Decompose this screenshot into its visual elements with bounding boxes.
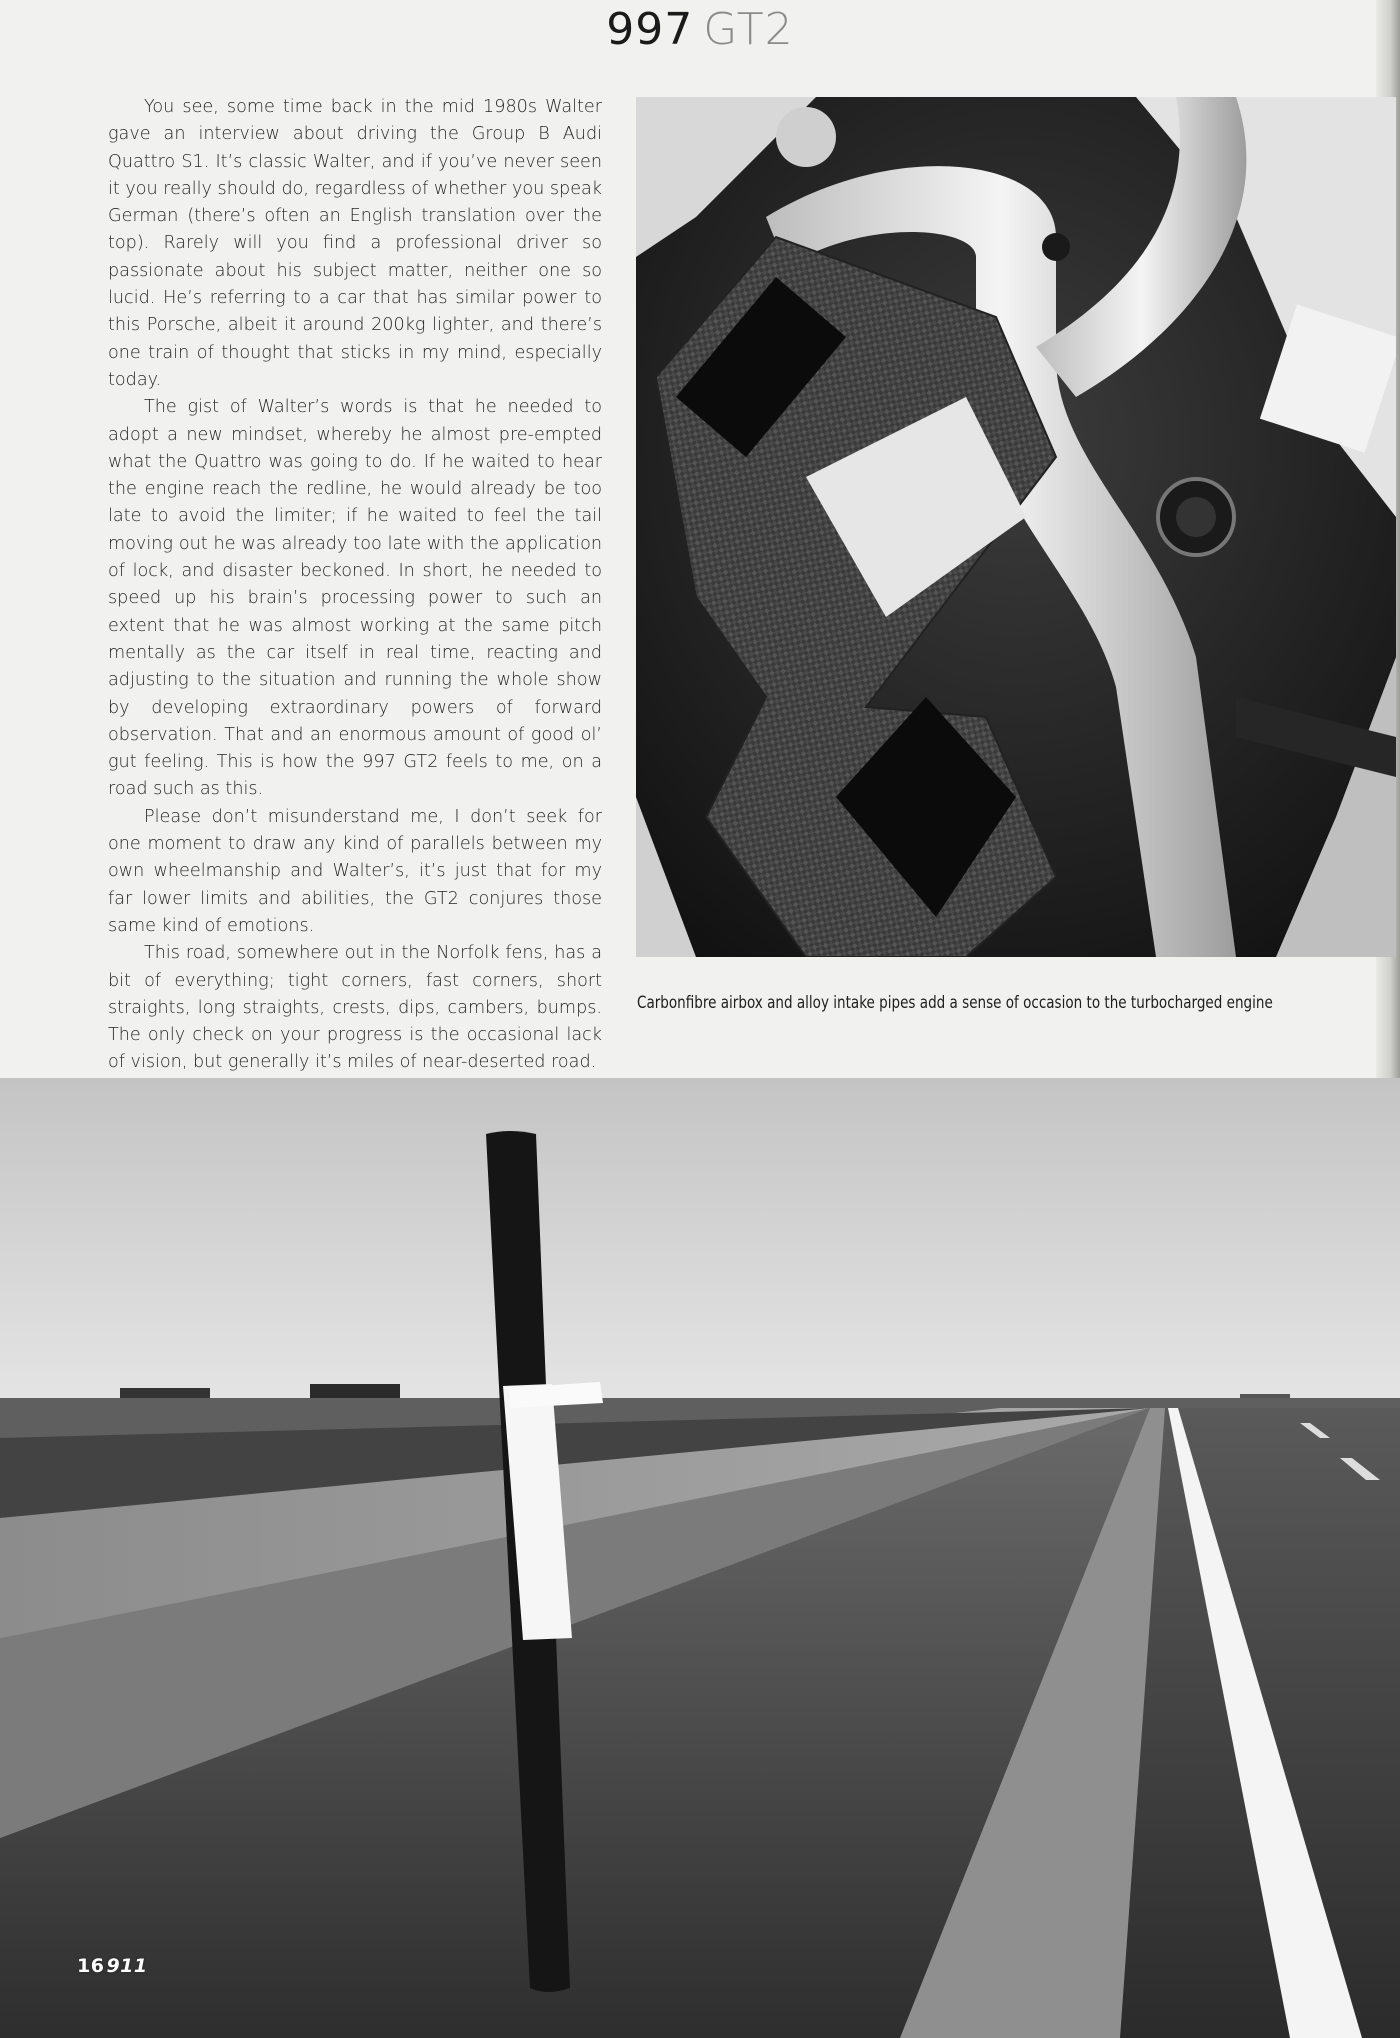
page-title: [0, 4, 1400, 55]
engine-bay-photo: [636, 97, 1396, 957]
title-number: 997: [606, 4, 694, 55]
page-folio: [77, 1955, 148, 1977]
title-model: GT2: [703, 4, 794, 55]
article-paragraph: This road, somewhere out in the Norfolk fens, has a bit of everything; tight corners, fast corners, short straights, long straights, crests, dips, cambers, bumps. The only check on your progress is the occasional lack of vision, but generally it’s miles of near-deserted road.: [108, 943, 602, 1073]
photo-caption: Carbonfibre airbox and alloy intake pipes add a sense of occasion to the turbocharged engine: [637, 993, 1273, 1012]
article-paragraph: You see, some time back in the mid 1980s Walter gave an interview about driving the Group B Audi Quattro S1. It’s classic Walter, and if you’ve never seen it you really should do, regardless of whether you speak German (there’s often an English translation over the top). Rarely will you find a professional driver so passionate about his subject matter, neither one so lucid. He’s referring to a car that has similar power to this Porsche, albeit it around 200kg lighter, and there’s one train of thought that sticks in my mind, especially today.: [108, 97, 602, 390]
article-body: [108, 94, 602, 1077]
magazine-logo: 911: [106, 1955, 148, 1977]
page-number: 16: [77, 1955, 105, 1977]
fen-road-photo: [0, 1078, 1400, 2038]
article-paragraph: Please don’t misunderstand me, I don’t seek for one moment to draw any kind of parallels between my own wheelmanship and Walter’s, it’s just that for my far lower limits and abilities, the GT2 conjures those same kind of emotions.: [108, 806, 602, 936]
article-paragraph: The gist of Walter’s words is that he needed to adopt a new mindset, whereby he almost pre-empted what the Quattro was going to do. If he waited to hear the engine reach the redline, he would already be too late to avoid the limiter; if he waited to feel the tail moving out he was already too late with the application of lock, and disaster beckoned. In short, he needed to speed up his brain’s processing power to such an extent that he was almost working at the same pitch mentally as the car itself in real time, reacting and adjusting to the situation and running the whole show by developing extraordinary powers of forward observation. That and an enormous amount of good ol’ gut feeling. This is how the 997 GT2 feels to me, on a road such as this.: [108, 397, 602, 800]
